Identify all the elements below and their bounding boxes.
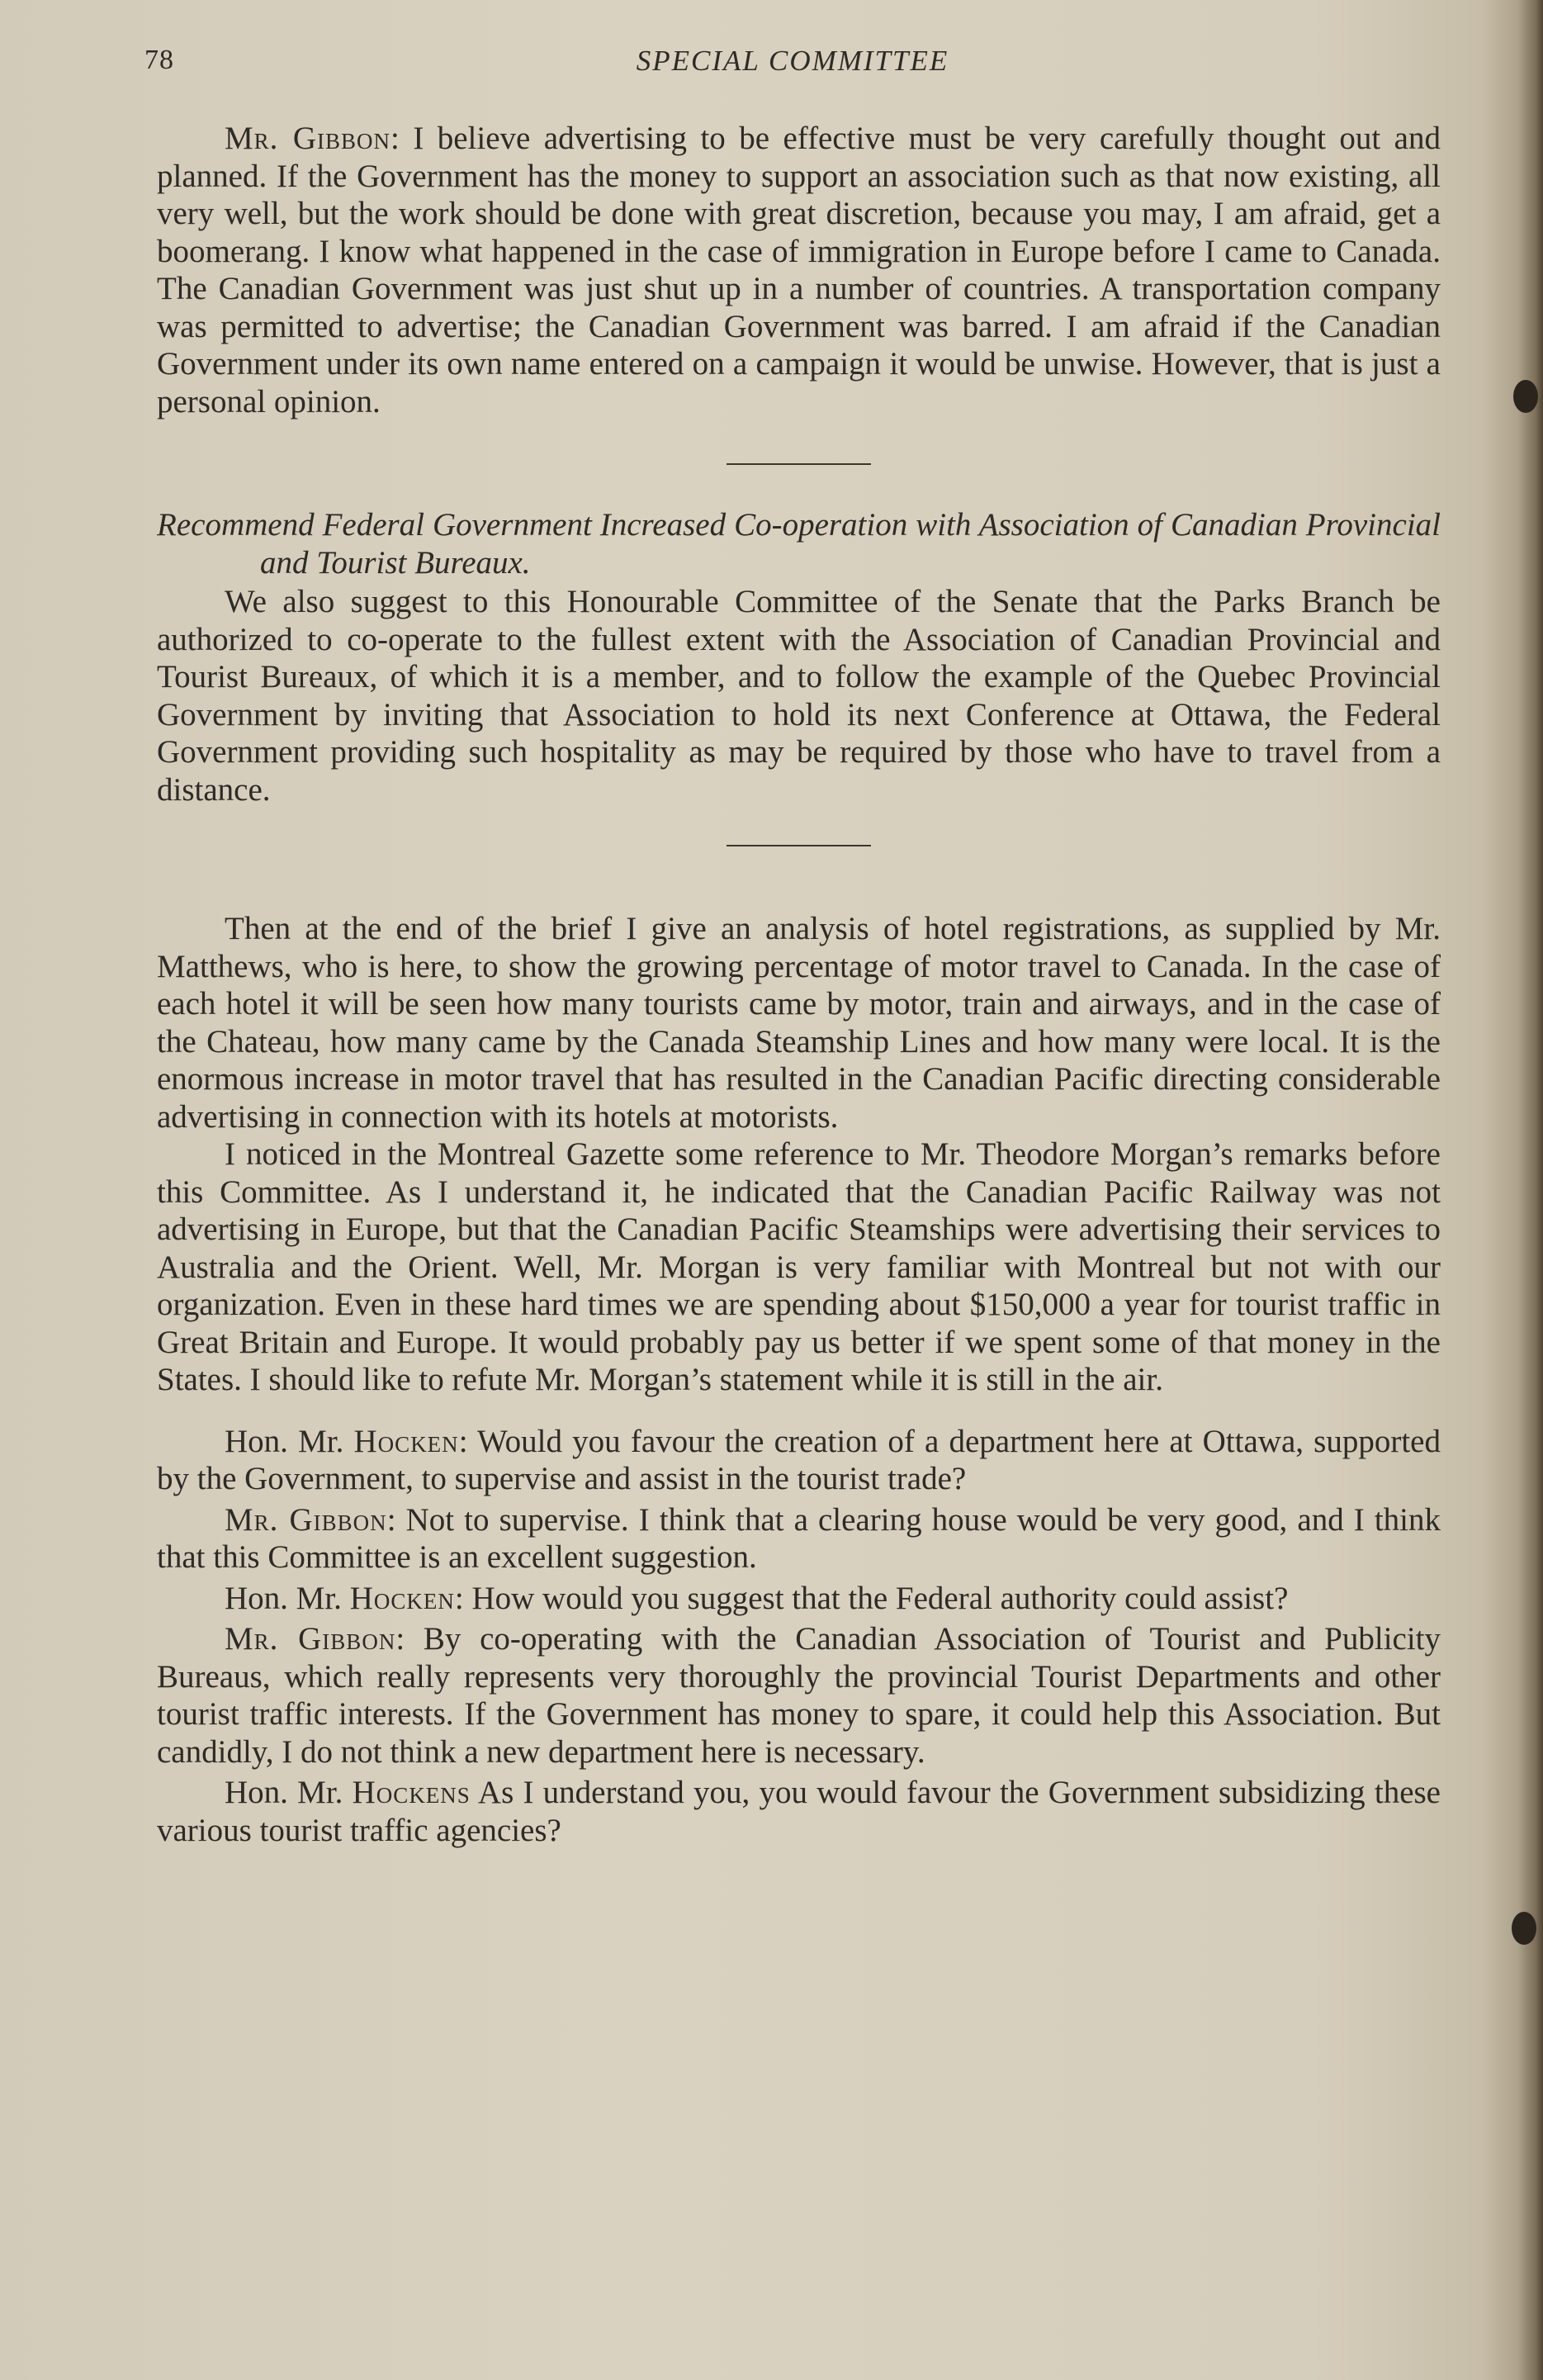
- speaker-name: Mr. Gibbon: [225, 121, 391, 156]
- speaker-prefix: Hon. Mr.: [225, 1580, 342, 1616]
- paragraph-text: I believe advertising to be effective must be very carefully thought out and planned. If the Government has the money to support an association such as that now existing, all very well, but the work should be done with great discretion, because you may, I am afraid, get a boomerang. I know what happened in the case of immigration in Europe before I came to Canada. The Canadian Government was just shut up in a number of countries. A transportation company was permitted to advertise; the Canadian Government was barred. I am afraid if the Canadian Government under its own name entered on a campaign it would be unwise. However, that is just a personal opinion.: [157, 121, 1441, 420]
- paragraph: Hon. Mr. Hocken: Would you favour the creation of a department here at Ottawa, supported by the Government, to supervise and assist in the tourist trade?: [157, 1423, 1441, 1496]
- paragraph-text: Then at the end of the brief I give an analysis of hotel registrations, as supplied by Mr. Matthews, who is here, to show the growing percentage of motor travel to Canada. In the case of each hotel it will be seen how many tourists came by motor, train and airways, and in the case of the Chateau, how many came by the Canada Steamship Lines and how many were local. It is the enormous increase in motor travel that has resulted in the Canadian Pacific directing considerable advertising in connection with its hotels at motorists.: [157, 911, 1441, 1135]
- paragraph-text: I noticed in the Montreal Gazette some reference to Mr. Theodore Morgan’s remarks before this Committee. As I understand it, he indicated that the Canadian Pacific Railway was not advertising in Europe, but that the Canadian Pacific Steamships were advertising their services to Australia and the Orient. Well, Mr. Morgan is very familiar with Montreal but not with our organization. Even in these hard times we are spending about $150,000 a year for tourist traffic in Great Britain and Europe. It would probably pay us better if we spent some of that money in the States. I should like to refute Mr. Morgan’s statement while it is still in the air.: [157, 1136, 1441, 1397]
- paragraph: Mr. Gibbon: By co-operating with the Canadian Association of Tourist and Publicity Bureaus, which really represents very thoroughly the provincial Tourist Departments and other tourist traffic interests. If the Government has money to spare, it could help this Association. But candidly, I do not think a new department here is necessary.: [157, 1621, 1441, 1770]
- page-number: 78: [144, 45, 174, 75]
- paragraph-text: By co-operating with the Canadian Association of Tourist and Publicity Bureaus, which really represents very thoroughly the provincial Tourist Departments and other tourist traffic interests. If the Government has money to spare, it could help this Association. But candidly, I do not think a new department here is necessary.: [157, 1621, 1441, 1770]
- ink-blot-mark: [1512, 1912, 1536, 1945]
- paragraph: [157, 1135, 1441, 1399]
- paragraph: Mr. Gibbon: I believe advertising to be effective must be very carefully thought out and planned. If the Government has the money to support an association such as that now existing, all very well, but the work should be done with great discretion, because you may, I am afraid, get a boomerang. I know what happened in the case of immigration in Europe before I came to Canada. The Canadian Government was just shut up in a number of countries. A transportation company was permitted to advertise; the Canadian Government was barred. I am afraid if the Canadian Government under its own name entered on a campaign it would be unwise. However, that is just a personal opinion.: [157, 121, 1441, 420]
- paragraph-text: As I understand you, you would favour the Government subsidizing these various tourist traffic agencies?: [157, 1775, 1441, 1848]
- paragraph: [157, 910, 1441, 1135]
- page-header: [144, 41, 1441, 83]
- speaker-name: Mr. Gibbon: [225, 1501, 387, 1538]
- section-heading: Recommend Federal Government Increased Co-operation with Association of Canadian Provincial and Tourist Bureaux.: [157, 507, 1441, 581]
- paragraph: [157, 1774, 1441, 1849]
- paragraph-text: Would you favour the creation of a department here at Ottawa, supported by the Government, to supervise and assist in the tourist trade?: [157, 1423, 1441, 1496]
- speaker-name: Hocken: [349, 1580, 455, 1616]
- speaker-prefix: Hon. Mr.: [225, 1775, 343, 1810]
- page-body: [157, 120, 1441, 1849]
- paragraph: Hon. Mr. Hocken: How would you suggest that the Federal authority could assist?: [225, 1580, 1289, 1616]
- section-divider: [727, 845, 871, 846]
- page-edge-shadow: [1518, 0, 1543, 2380]
- paragraph-text: Not to supervise. I think that a clearing house would be very good, and I think that this Committee is an excellent suggestion.: [157, 1501, 1441, 1575]
- speaker-name: Hockens: [352, 1775, 471, 1810]
- paragraph: [157, 583, 1441, 808]
- ink-blot-mark: [1513, 380, 1538, 413]
- section-divider: [727, 463, 871, 465]
- speaker-name: Mr. Gibbon: [225, 1621, 396, 1657]
- speaker-prefix: Hon. Mr.: [225, 1423, 344, 1459]
- speaker-name: Hocken: [353, 1423, 459, 1459]
- paragraph: Mr. Gibbon: Not to supervise. I think that a clearing house would be very good, and I think that this Committee is an excellent suggestion.: [157, 1501, 1441, 1575]
- paragraph-text: How would you suggest that the Federal authority could assist?: [471, 1580, 1289, 1616]
- paragraph-text: We also suggest to this Honourable Committee of the Senate that the Parks Branch be authorized to co-operate to the fullest extent with the Association of Canadian Provincial and Tourist Bureaux, of which it is a member, and to follow the example of the Quebec Provincial Government by inviting that Association to hold its next Conference at Ottawa, the Federal Government providing such hospitality as may be required by those who have to travel from a distance.: [157, 584, 1441, 808]
- running-head: SPECIAL COMMITTEE: [636, 45, 949, 77]
